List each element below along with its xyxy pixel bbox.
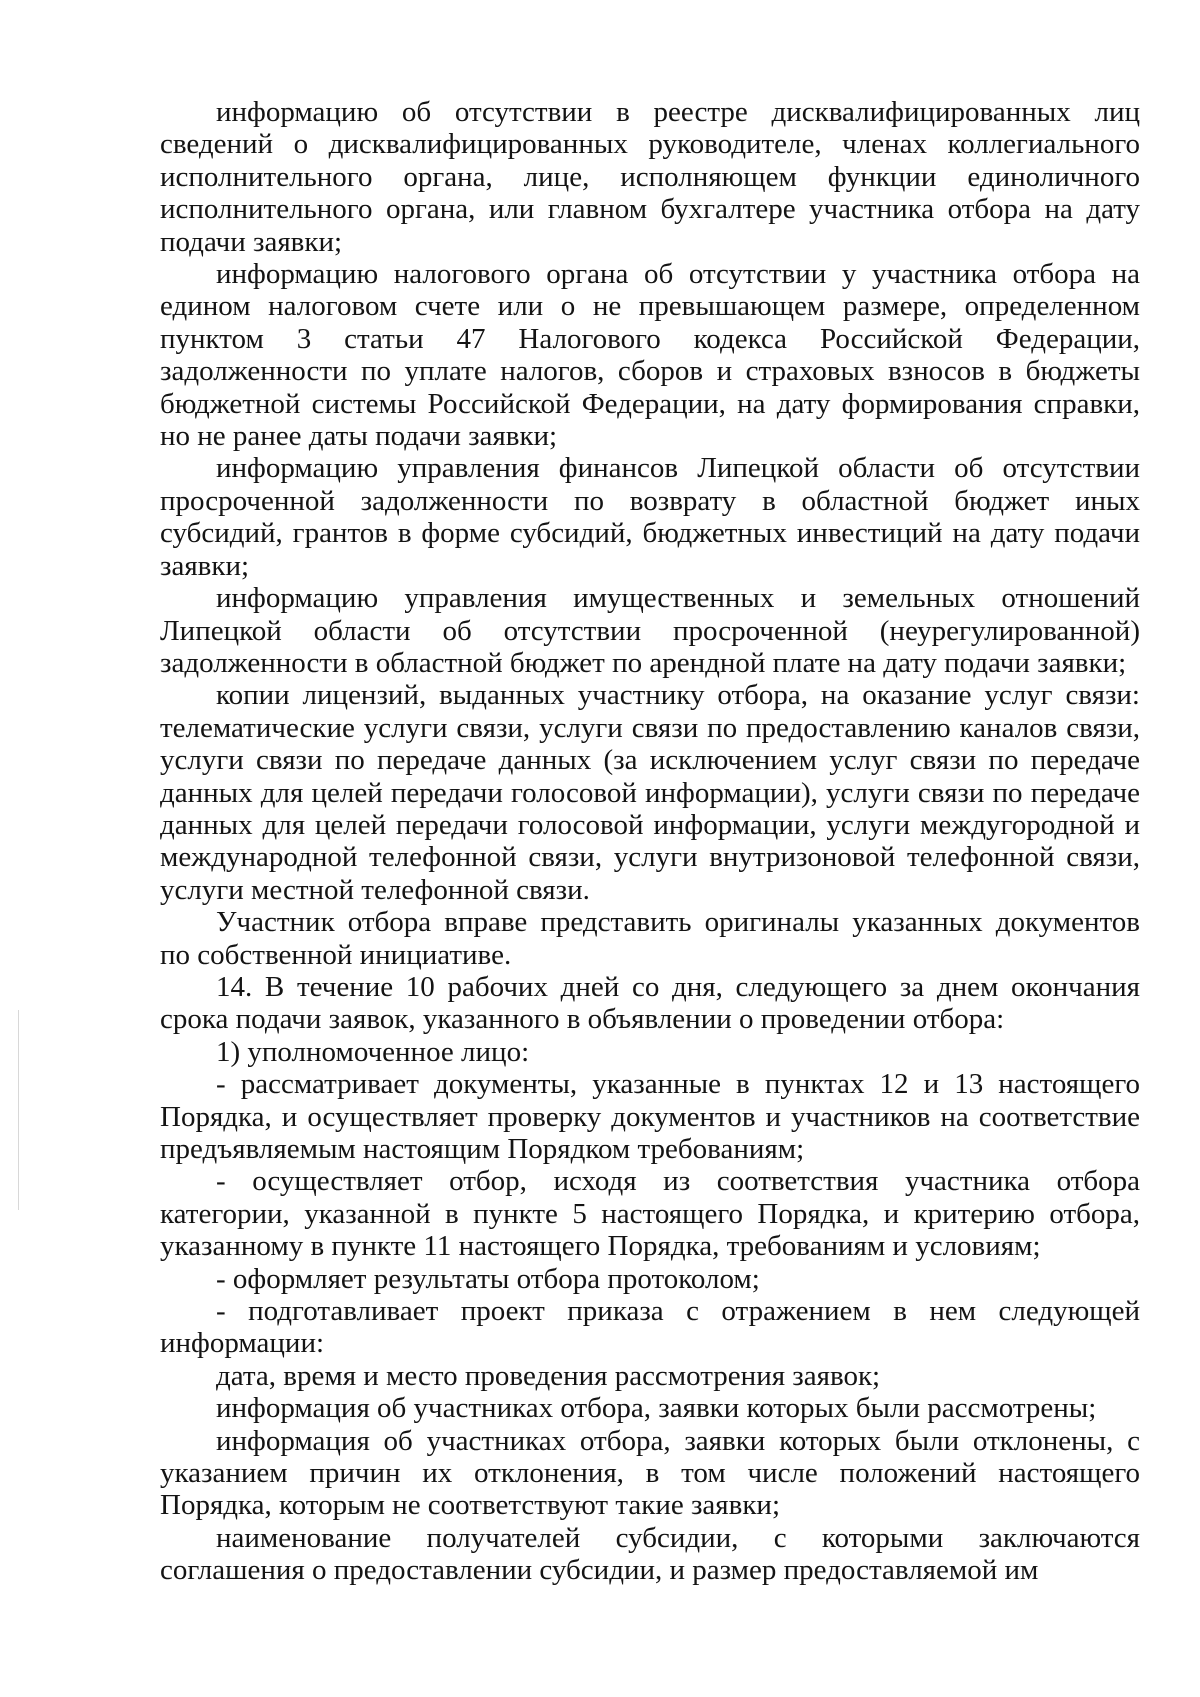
paragraph-tax-authority-info: информацию налогового органа об отсутствии у участника отбора на едином налоговом счете или о не превышающем размере, определенном пунктом 3 статьи 47 Налогового кодекса Российской Федерации, задолженности по уплате налогов, сборов и страховых взносов в бюджеты бюджетной системы Российской Федерации, на дату формирования справки, но не ранее даты подачи заявки; — [160, 258, 1140, 453]
paragraph-property-relations-info: информацию управления имущественных и земельных отношений Липецкой области об отсутствии просроченной (неурегулированной) задолженности в областной бюджет по арендной плате на дату подачи заявки; — [160, 582, 1140, 679]
paragraph-date-time-place: дата, время и место проведения рассмотрения заявок; — [216, 1359, 881, 1392]
list-item-protocol: - оформляет результаты отбора протоколом; — [216, 1262, 760, 1295]
paragraph-originals-right: Участник отбора вправе представить оригиналы указанных документов по собственной инициативе. — [160, 906, 1140, 971]
list-item-review-documents: - рассматривает документы, указанные в пунктах 12 и 13 настоящего Порядка, и осуществляет проверку документов и участников на соответствие предъявляемым настоящим Порядком требованиям; — [160, 1068, 1140, 1165]
paragraph-rejected-applications: информация об участниках отбора, заявки которых были отклонены, с указанием причин их отклонения, в том числе положений настоящего Порядка, которым не соответствуют такие заявки; — [160, 1424, 1140, 1522]
paragraph-license-copies: копии лицензий, выданных участнику отбора, на оказание услуг связи: телематические услуги связи, услуги связи по предоставлению каналов связи, услуги связи по передаче данных (за исключением услуг связи по передаче данных для целей передачи голосовой информации), услуги связи по передаче данных для целей передачи голосовой информации, услуги междугородной и международной телефонной связи, услуги внутризоновой телефонной связи, услуги местной телефонной связи. — [160, 679, 1140, 906]
document-page — [160, 96, 1140, 1587]
list-item-draft-order: - подготавливает проект приказа с отражением в нем следующей информации: — [160, 1295, 1140, 1360]
paragraph-item-14: 14. В течение 10 рабочих дней со дня, следующего за днем окончания срока подачи заявок, указанного в объявлении о проведении отбора: — [160, 970, 1140, 1036]
paragraph-reviewed-applications: информация об участниках отбора, заявки которых были рассмотрены; — [216, 1392, 1097, 1425]
scan-edge-mark — [18, 1010, 19, 1210]
paragraph-disqualified-registry: информацию об отсутствии в реестре дисквалифицированных лиц сведений о дисквалифицированных руководителе, членах коллегиального исполнительного органа, лице, исполняющем функции единоличного исполнительного органа, или главном бухгалтере участника отбора на дату подачи заявки; — [160, 96, 1140, 258]
paragraph-finance-department-info: информацию управления финансов Липецкой области об отсутствии просроченной задолженности по возврату в областной бюджет иных субсидий, грантов в форме субсидий, бюджетных инвестиций на дату подачи заявки; — [160, 452, 1140, 582]
list-item-perform-selection: - осуществляет отбор, исходя из соответствия участника отбора категории, указанной в пункте 5 настоящего Порядка, и критерию отбора, указанному в пункте 11 настоящего Порядка, требованиям и условиям; — [160, 1165, 1140, 1263]
paragraph-subsidy-recipients: наименование получателей субсидии, с которыми заключаются соглашения о предоставлении субсидии, и размер предоставляемой им — [160, 1521, 1140, 1587]
paragraph-authorized-person: 1) уполномоченное лицо: — [216, 1035, 530, 1068]
